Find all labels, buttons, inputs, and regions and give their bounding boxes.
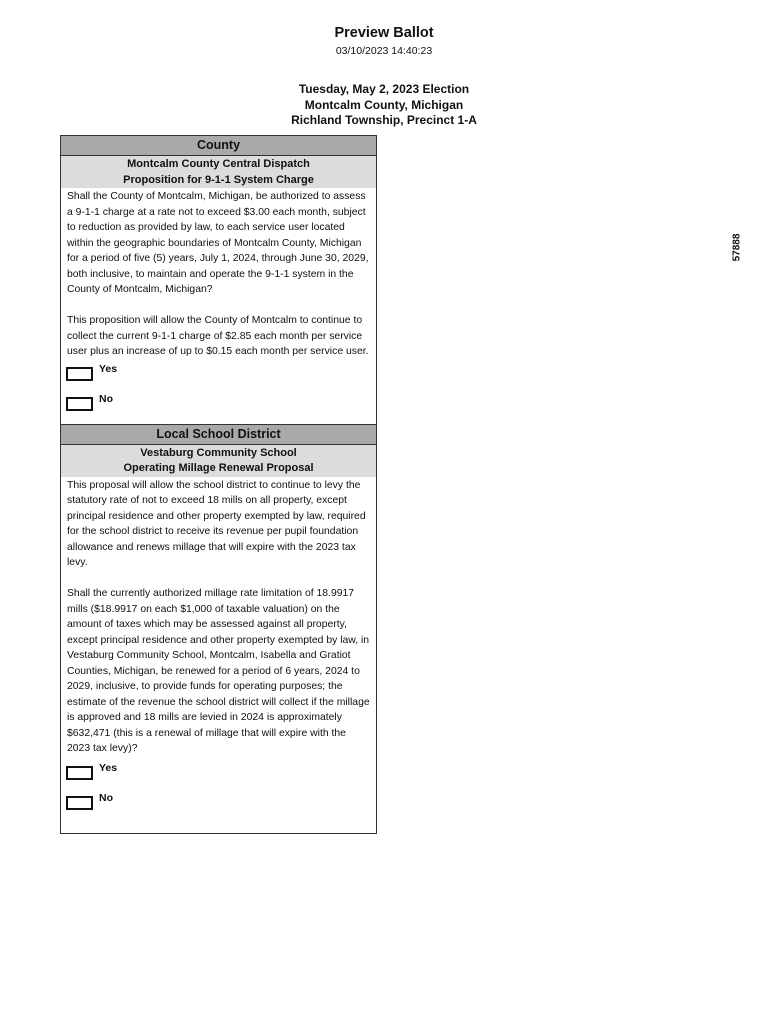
vote-oval[interactable] [66,397,93,411]
election-info [0,82,768,129]
contest-title-dispatch [61,156,376,188]
election-county-line: Montcalm County, Michigan [304,97,464,112]
timestamp: 03/10/2023 14:40:23 [335,45,433,57]
contest-paragraph: Shall the County of Montcalm, Michigan, be authorized to assess a 9-1-1 charge at a rate not to exceed $3.00 each month, subject to reduction as provided by law, to each service user located within the geographic boundaries of Montcalm County, Michigan for a period of five (5) years, July 1, 2024, through June 30, 2029, both inclusive, to maintain and operate the 9-1-1 system in the County of Montcalm, Michigan? [67,191,369,295]
option-yes-dispatch[interactable] [61,364,376,394]
contest-title-line: Vestaburg Community School [140,446,297,459]
vote-oval[interactable] [66,367,93,381]
option-label: No [99,791,113,804]
election-date-line: Tuesday, May 2, 2023 Election [298,82,470,96]
page-title: Preview Ballot [334,25,434,41]
election-precinct-line: Richland Township, Precinct 1-A [291,113,477,127]
section-header-school: Local School District [61,424,376,445]
contest-text-millage [61,477,376,757]
option-label: Yes [99,761,118,774]
section-header-county: County [61,136,376,156]
vote-oval[interactable] [66,766,93,780]
option-label: No [99,392,113,405]
contest-title-millage [61,445,376,477]
contest-paragraph: Shall the currently authorized millage rate limitation of 18.9917 mills ($18.9917 on each $1,000 of taxable valuation) on the amount of taxes which may be assessed against all property, except principal residence and other property exempted by law, in Vestaburg Community School, Montcalm, Isabella and Gratiot Counties, Michigan, be renewed for a period of 6 years, 2024 to 2029, inclusive, to provide funds for operating purposes; the estimate of the revenue the school district will collect if the millage is approved and 18 mills are levied in 2024 is approximately $632,471 (this is a renewal of millage that will expire with the 2023 tax levy)? [67,588,370,754]
contest-title-line: Operating Millage Renewal Proposal [123,462,314,474]
option-no-millage[interactable] [61,793,376,823]
ballot-column [60,135,377,834]
contest-title-line: Montcalm County Central Dispatch [127,158,310,170]
vote-oval[interactable] [66,796,93,810]
contest-title-line: Proposition for 9-1-1 System Charge [123,173,314,186]
contest-text-dispatch [61,188,376,360]
contest-paragraph: This proposition will allow the County of Montcalm to continue to collect the current 9-1-1 charge of $2.85 each month per service user plus an increase of up to $0.15 each month per service user. [67,315,369,357]
option-no-dispatch[interactable] [61,394,376,424]
ballot-style-id: 57888 [731,233,743,262]
option-yes-millage[interactable] [61,763,376,793]
contest-paragraph: This proposal will allow the school district to continue to levy the statutory rate of not to exceed 18 mills on all property, except principal residence and other property exempted by law, required for the school district to receive its revenue per pupil foundation allowance and renews millage that will expire with the 2023 tax levy. [67,479,366,568]
option-label: Yes [99,362,118,375]
